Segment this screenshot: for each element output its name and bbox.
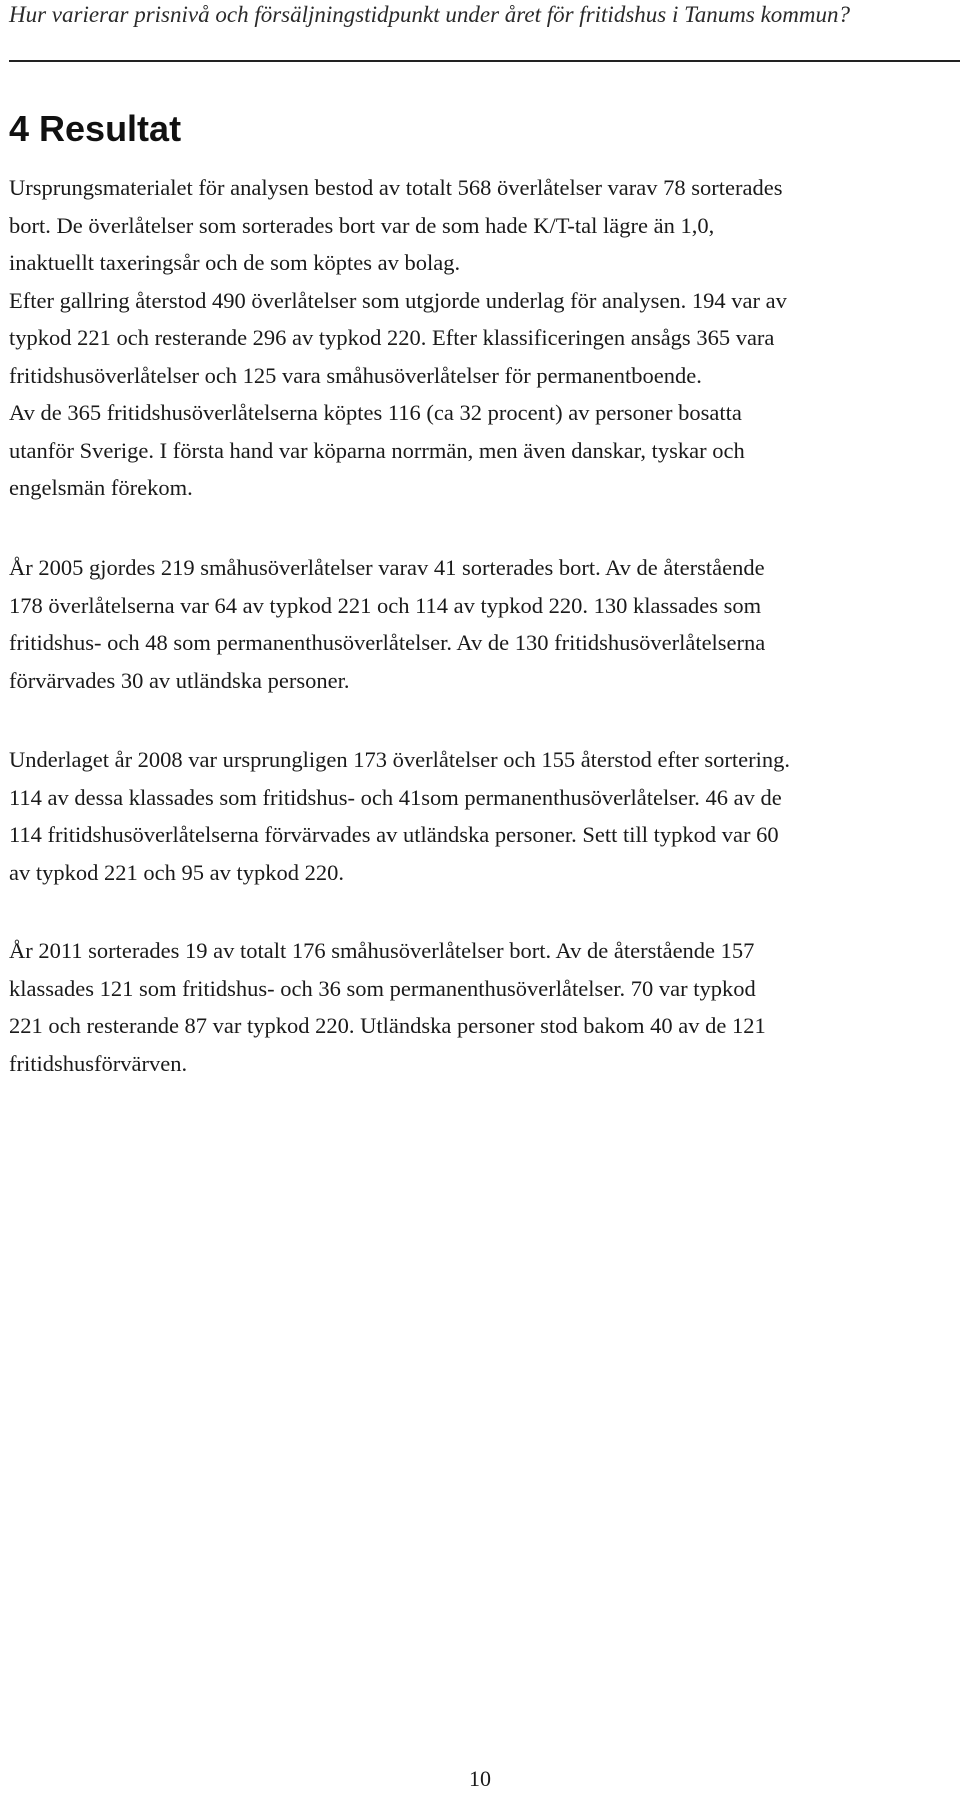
page-number: 10 (469, 1766, 491, 1791)
text-line: Efter gallring återstod 490 överlåtelser som utgjorde underlag för analysen. 194 var av (9, 287, 787, 313)
section-heading: 4 Resultat (9, 108, 182, 149)
text-line: 114 av dessa klassades som fritidshus- och 41som permanenthusöverlåtelser. 46 av de (9, 784, 782, 810)
text-line: Ursprungsmaterialet för analysen bestod av totalt 568 överlåtelser varav 78 sorterades (9, 175, 783, 200)
text-line: engelsmän förekom. (9, 475, 193, 500)
paragraph (9, 741, 957, 891)
text-line: fritidshusöverlåtelser och 125 vara småhusöverlåtelser för permanentboende. (9, 362, 702, 388)
text-line: bort. De överlåtelser som sorterades bort var de som hade K/T-tal lägre än 1,0, (9, 212, 715, 238)
text-line: av typkod 221 och 95 av typkod 220. (9, 859, 344, 885)
paragraph (9, 549, 957, 699)
text-line: Underlaget år 2008 var ursprungligen 173 överlåtelser och 155 återstod efter sortering. (9, 747, 790, 772)
text-line: fritidshusförvärven. (9, 1050, 188, 1076)
text-line: Av de 365 fritidshusöverlåtelserna köptes 116 (ca 32 procent) av personer bosatta (9, 400, 742, 425)
text-line: 114 fritidshusöverlåtelserna förvärvades av utländska personer. Sett till typkod var 60 (9, 822, 779, 847)
text-line: utanför Sverige. I första hand var köparna norrmän, men även danskar, tyskar och (9, 437, 745, 463)
text-line: 178 överlåtelserna var 64 av typkod 221 och 114 av typkod 220. 130 klassades som (9, 592, 762, 618)
running-header: Hur varierar prisnivå och försäljningstidpunkt under året för fritidshus i Tanums kommun? (9, 2, 851, 27)
text-line: År 2005 gjordes 219 småhusöverlåtelser varav 41 sorterades bort. Av de återstående (9, 555, 765, 580)
text-line: klassades 121 som fritidshus- och 36 som permanenthusöverlåtelser. 70 var typkod (9, 975, 756, 1001)
text-line: typkod 221 och resterande 296 av typkod 220. Efter klassificeringen ansågs 365 vara (9, 325, 775, 350)
paragraph (9, 169, 957, 507)
text-line: 221 och resterande 87 var typkod 220. Utländska personer stod bakom 40 av de 121 (9, 1013, 766, 1038)
text-line: inaktuellt taxeringsår och de som köptes av bolag. (9, 250, 461, 275)
text-line: År 2011 sorterades 19 av totalt 176 småhusöverlåtelser bort. Av de återstående 157 (9, 938, 755, 963)
header-divider (9, 60, 960, 62)
paragraph (9, 932, 957, 1082)
text-line: förvärvades 30 av utländska personer. (9, 667, 350, 693)
text-line: fritidshus- och 48 som permanenthusöverlåtelser. Av de 130 fritidshusöverlåtelserna (9, 630, 766, 655)
